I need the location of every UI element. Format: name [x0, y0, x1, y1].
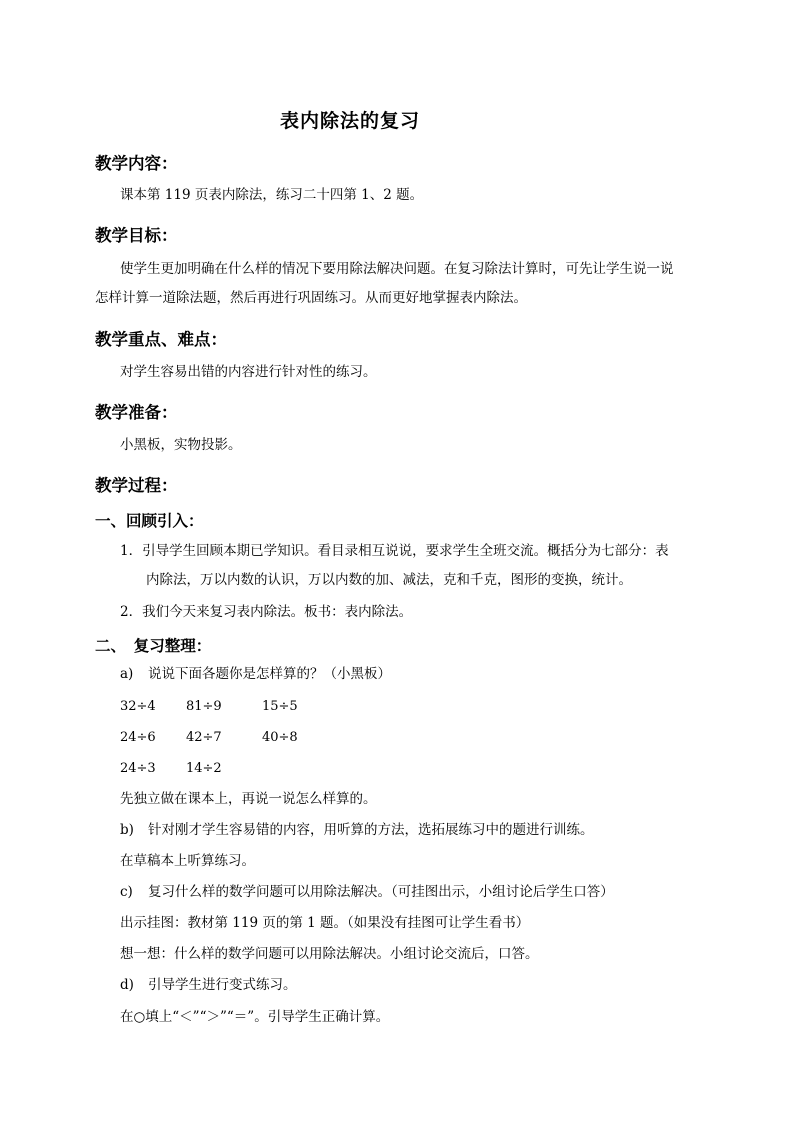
expr-3-2: 14÷2: [186, 761, 222, 776]
expr-1-2: 81÷9: [186, 699, 222, 714]
item-c: [120, 883, 614, 902]
expr-2-3: 40÷8: [262, 730, 298, 745]
item-b-label: b): [120, 822, 134, 838]
item-c-text: 复习什么样的数学问题可以用除法解决。（可挂图出示，小组讨论后学生口答）: [148, 884, 614, 900]
heading-preparation: 教学准备：: [95, 403, 178, 422]
part1-item1-line1: 1．引导学生回顾本期已学知识。看目录相互说说，要求学生全班交流。概括分为七部分：表: [120, 543, 669, 559]
heading-part-2: 二、 复习整理：: [95, 636, 212, 655]
item-a-label: a): [120, 666, 134, 682]
item-a-text: 说说下面各题你是怎样算的？（小黑板）: [148, 666, 391, 682]
content-text: 课本第 119 页表内除法，练习二十四第 1、2 题。: [120, 187, 424, 203]
heading-process: 教学过程：: [95, 476, 178, 495]
item-a: [120, 665, 391, 684]
goal-line-1: 使学生更加明确在什么样的情况下要用除法解决问题。在复习除法计算时，可先让学生说一说: [120, 261, 674, 277]
expr-3-1: 24÷3: [120, 761, 156, 776]
item-d: [120, 976, 297, 995]
key-points-text: 对学生容易出错的内容进行针对性的练习。: [120, 364, 377, 380]
page-title: 表内除法的复习: [279, 110, 420, 132]
heading-part-1: 一、回顾引入：: [95, 511, 204, 530]
heading-goal: 教学目标：: [95, 226, 178, 245]
item-d-text: 引导学生进行变式练习。: [148, 977, 297, 993]
part1-item2: 2．我们今天来复习表内除法。板书：表内除法。: [120, 604, 413, 620]
expr-1-1: 32÷4: [120, 699, 156, 714]
item-b-text: 针对刚才学生容易错的内容，用听算的方法，选拓展练习中的题进行训练。: [148, 822, 594, 838]
goal-line-2: 怎样计算一道除法题，然后再进行巩固练习。从而更好地掌握表内除法。: [95, 290, 527, 306]
part1-item1-line2: 内除法，万以内数的认识，万以内数的加、减法，克和千克，图形的变换，统计。: [146, 572, 632, 588]
item-b: [120, 821, 594, 840]
heading-content: 教学内容：: [95, 154, 178, 173]
item-c-label: c): [120, 884, 133, 900]
item-b-after: 在草稿本上听算练习。: [120, 853, 255, 869]
item-c-after-2: 想一想：什么样的数学问题可以用除法解决。小组讨论交流后，口答。: [120, 946, 539, 962]
expr-1-3: 15÷5: [262, 699, 298, 714]
item-c-after-1: 出示挂图：教材第 119 页的第 1 题。（如果没有挂图可让学生看书）: [120, 915, 530, 931]
item-d-after: 在○填上“＜”“＞”“＝”。引导学生正确计算。: [120, 1009, 390, 1025]
expr-2-1: 24÷6: [120, 730, 156, 745]
heading-key-points: 教学重点、难点：: [95, 330, 227, 349]
expr-2-2: 42÷7: [186, 730, 222, 745]
item-d-label: d): [120, 977, 134, 993]
preparation-text: 小黑板，实物投影。: [120, 437, 242, 453]
after-expressions: 先独立做在课本上，再说一说怎么样算的。: [120, 791, 377, 807]
